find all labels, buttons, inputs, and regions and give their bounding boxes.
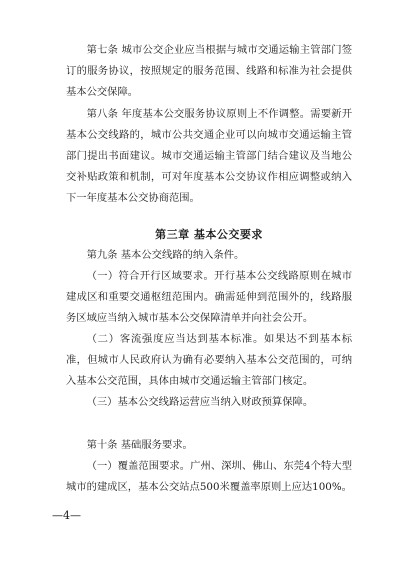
- article-7: 第七条 城市公交企业应当根据与城市交通运输主管部门签订的服务协议，按照规定的服务范围、线路和标准为社会提供基本公交保障。: [66, 44, 352, 98]
- article-9-item-2: （二）客流强度应当达到基本标准。如果达不到基本标准，但城市人民政府认为确有必要纳入基本公交范围的，可纳入基本公交范围，具体由城市交通运输主管部门核定。: [66, 333, 352, 387]
- article-8-block: [66, 104, 352, 209]
- article-8: 第八条 年度基本公交服务协议原则上不作调整。需要新开基本公交线路的，城市公共交通企业可以向城市交通运输主管部门提出书面建议。城市交通运输主管部门结合建议及当地公交补贴政策和机制，可对年度基本公交协议作相应调整或纳入下一年度基本公交协商范围。: [66, 108, 352, 204]
- article-9-item-1: （一）符合开行区域要求。开行基本公交线路原则在城市建成区和重要交通枢纽范围内。确需延伸到范围外的，线路服务区域应当纳入城市基本公交保障清单并向社会公开。: [66, 270, 352, 324]
- chapter-3-block: [66, 224, 352, 245]
- chapter-title: 第三章 基本公交要求: [155, 228, 263, 241]
- article-9-block: [66, 245, 352, 413]
- article-9-item-3: （三）基本公交线路运营应当纳入财政预算保障。: [86, 396, 314, 408]
- article-10-item-1: （一）覆盖范围要求。广州、深圳、佛山、东莞4个特大型城市的建成区，基本公交站点500米覆盖率原则上应达100%。: [66, 460, 352, 493]
- page-number: —4—: [52, 509, 81, 522]
- article-9: 第九条 基本公交线路的纳入条件。: [86, 249, 245, 261]
- article-7-block: [66, 40, 352, 103]
- article-10: 第十条 基础服务要求。: [86, 439, 193, 451]
- article-10-block: [66, 435, 352, 498]
